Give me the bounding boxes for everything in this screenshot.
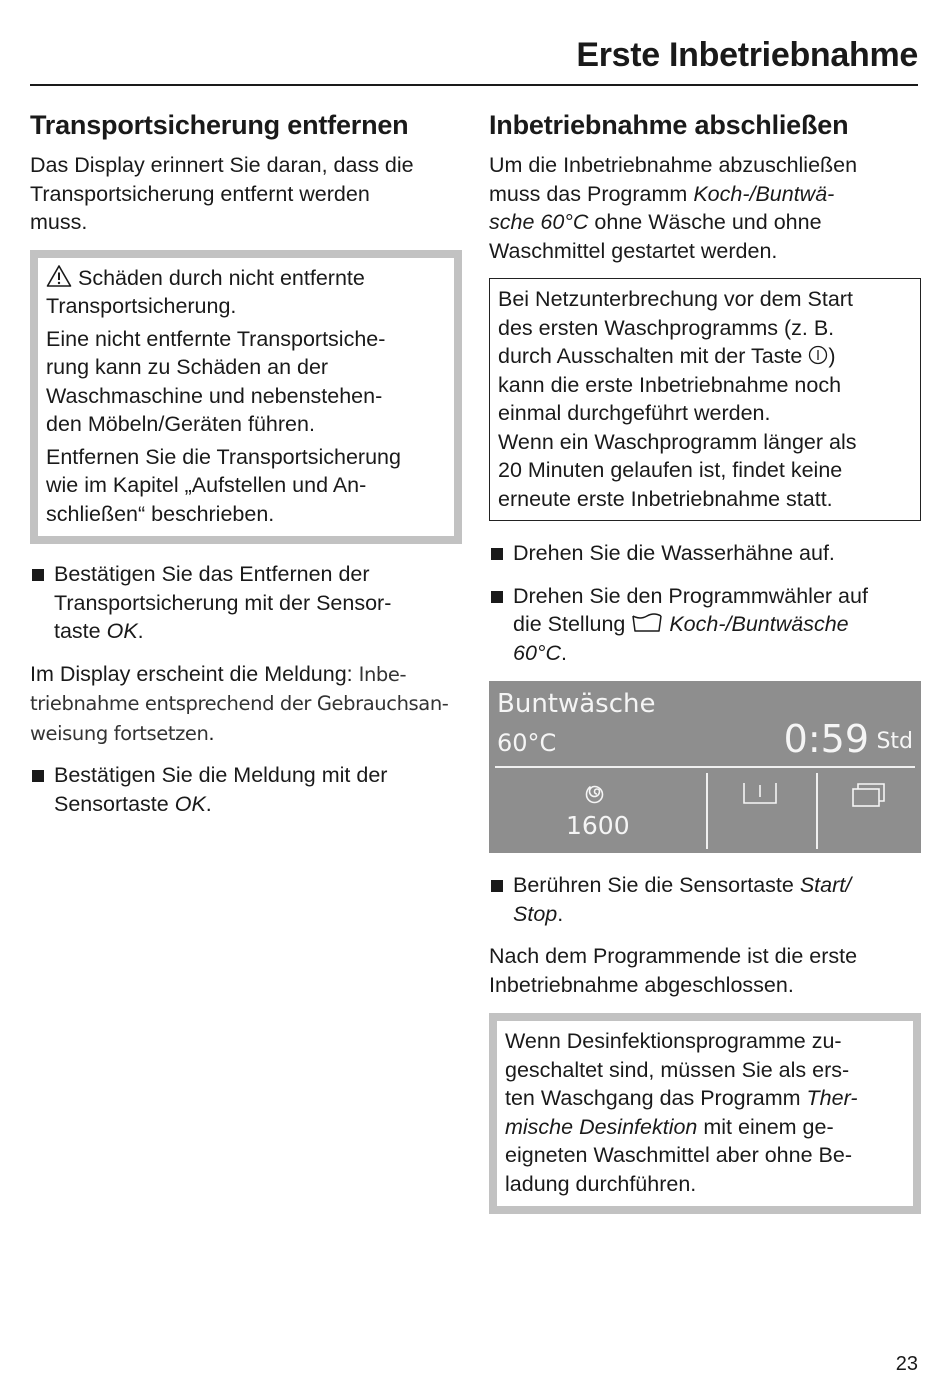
warning-body-1: Eine nicht entfernte Transportsiche- rung kann zu Schäden an der Waschmaschine und nebenstehen- den Möbeln/Geräten führen. [46, 326, 386, 436]
right-column [489, 110, 921, 1214]
transport-intro: Das Display erinnert Sie daran, dass die Transportsicherung entfernt werden muss. [30, 153, 414, 234]
list-item: Berühren Sie die Sensortaste Start/ Stop. [489, 871, 921, 928]
section-heading-complete: Inbetriebnahme abschließen [489, 110, 849, 140]
list-item: Bestätigen Sie das Entfernen der Transportsicherung mit der Sensor- taste OK. [30, 560, 462, 646]
display-divider [495, 766, 915, 768]
page-title: Erste Inbetriebnahme [576, 36, 918, 74]
list-item: Drehen Sie die Wasserhähne auf. [489, 539, 921, 568]
wash-tub-icon [631, 613, 663, 633]
display-message-paragraph: Im Display erscheint die Meldung: Inbe- triebnahme entsprechend der Gebrauchsan- weisung fortsetzen. [30, 661, 449, 745]
closing-paragraph: Nach dem Programmende ist die erste Inbetriebnahme abgeschlossen. [489, 944, 858, 997]
power-button-icon [808, 345, 828, 365]
display-time: 0:59 [783, 717, 869, 761]
spin-icon [580, 779, 614, 809]
left-column [30, 110, 462, 832]
list-item: Drehen Sie den Programmwähler auf die Stellung Koch-/Buntwäsche 60°C. [489, 582, 921, 668]
bullet-square-icon [32, 569, 44, 581]
display-separator [816, 773, 818, 849]
warning-title: Schäden durch nicht entfernte Transportsicherung. [46, 265, 365, 318]
warning-body-2: Entfernen Sie die Transportsicherung wie im Kapitel „Aufstellen und An- schließen“ beschrieben. [46, 444, 401, 526]
list-item: Bestätigen Sie die Meldung mit der Sensortaste OK. [30, 761, 462, 818]
display-program-name: Buntwäsche [497, 689, 656, 719]
display-separator [706, 773, 708, 849]
display-spin-speed: 1600 [566, 811, 630, 840]
note-box-disinfection: Wenn Desinfektionsprogramme zu- geschaltet sind, müssen Sie als ers- ten Waschgang das Programm Ther- mische Desinfektion mit einem ge- eigneten Waschmittel aber ohne Be- ladung durchführen. [489, 1013, 921, 1214]
display-time-unit: Std [876, 729, 913, 754]
bullet-square-icon [491, 548, 503, 560]
note-box-power: Bei Netzunterbrechung vor dem Start des ersten Waschprogramms (z. B. durch Ausschalten mit der Taste ) kann die erste Inbetriebnahme noch einmal durchgeführt werden. Wenn ein Waschprogramm länger als 20 Minuten gelaufen ist, findet keine erneute erste Inbetriebnahme statt. [489, 278, 921, 521]
complete-intro: Um die Inbetriebnahme abzuschließen muss das Programm Koch-/Buntwä- sche 60°C ohne Wäsche und ohne Waschmittel gestartet werden. [489, 153, 858, 263]
bullet-square-icon [491, 880, 503, 892]
section-heading-transport: Transportsicherung entfernen [30, 110, 409, 140]
page-number: 23 [895, 1353, 918, 1375]
warning-box [30, 250, 462, 545]
warning-triangle-icon [46, 264, 72, 288]
title-divider [30, 84, 918, 86]
pre-wash-icon [742, 781, 778, 807]
display-panel [489, 681, 921, 853]
display-temperature: 60°C [497, 729, 557, 757]
extra-option-icon [851, 781, 887, 809]
bullet-square-icon [32, 770, 44, 782]
bullet-square-icon [491, 591, 503, 603]
